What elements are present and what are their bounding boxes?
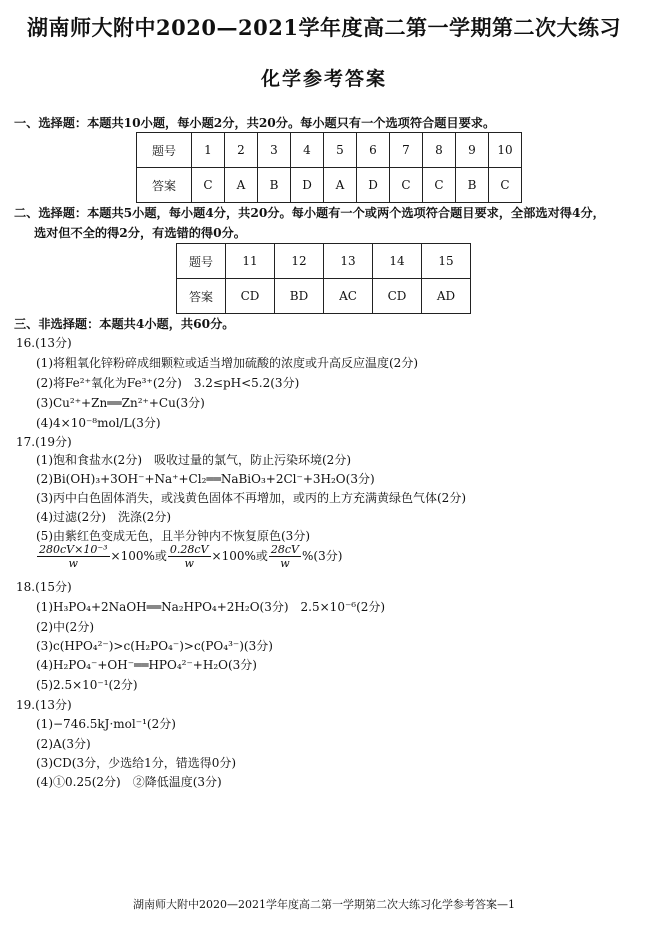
answer-cell: A — [324, 168, 357, 203]
table-row-answers — [137, 168, 522, 203]
answer-cell: D — [291, 168, 324, 203]
q17-formula — [36, 543, 342, 570]
question-number-cell: 11 — [226, 244, 275, 279]
answer-cell: AD — [422, 279, 471, 314]
answer-cell: C — [423, 168, 456, 203]
q17-label: 17.(19分) — [16, 435, 72, 449]
answer-cell: C — [192, 168, 225, 203]
q18-line4: (4)H₂PO₄⁻+OH⁻══HPO₄²⁻+H₂O(3分) — [36, 658, 257, 672]
question-number-cell: 10 — [489, 133, 522, 168]
fraction-2 — [168, 543, 211, 570]
table-row-numbers — [177, 244, 471, 279]
fraction-1-numerator: 280cV×10⁻³ — [39, 543, 108, 556]
question-number-cell: 7 — [390, 133, 423, 168]
fraction-1-denominator: w — [68, 557, 78, 570]
question-number-cell: 2 — [225, 133, 258, 168]
answer-cell: D — [357, 168, 390, 203]
fraction-1 — [37, 543, 110, 570]
q16-label: 16.(13分) — [16, 336, 72, 350]
row-label-answer: 答案 — [177, 279, 226, 314]
q16-line4: (4)4×10⁻⁸mol/L(3分) — [36, 416, 161, 430]
question-number-cell: 13 — [324, 244, 373, 279]
answer-cell: C — [390, 168, 423, 203]
table-row-numbers — [137, 133, 522, 168]
section2-heading-line2: 选对但不全的得2分，有选错的得0分。 — [34, 226, 246, 240]
question-number-cell: 4 — [291, 133, 324, 168]
q18-line3: (3)c(HPO₄²⁻)>c(H₂PO₄⁻)>c(PO₄³⁻)(3分) — [36, 639, 273, 653]
q19-line4: (4)①0.25(2分) ②降低温度(3分) — [36, 775, 222, 789]
fraction-2-numerator: 0.28cV — [169, 543, 209, 556]
answer-cell: A — [225, 168, 258, 203]
q19-line1: (1)−746.5kJ·mol⁻¹(2分) — [36, 717, 176, 731]
q19-line3: (3)CD(3分，少选给1分，错选得0分) — [36, 756, 237, 770]
q17-line5: (5)由紫红色变成无色，且半分钟内不恢复原色(3分) — [36, 529, 310, 543]
fraction-2-denominator: w — [184, 557, 194, 570]
question-number-cell: 15 — [422, 244, 471, 279]
answer-cell: CD — [373, 279, 422, 314]
answer-cell: BD — [275, 279, 324, 314]
q17-line4: (4)过滤(2分) 洗涤(2分) — [36, 510, 171, 524]
document-title: 湖南师大附中2020—2021学年度高二第一学期第二次大练习 — [27, 15, 621, 40]
formula-tail: %(3分) — [302, 549, 343, 563]
answer-table-1 — [136, 132, 522, 203]
q16-line1: (1)将粗氧化锌粉碎成细颗粒或适当增加硫酸的浓度或升高反应温度(2分) — [36, 356, 418, 370]
answer-cell: C — [489, 168, 522, 203]
row-label-answer: 答案 — [137, 168, 192, 203]
question-number-cell: 1 — [192, 133, 225, 168]
row-label-number: 题号 — [177, 244, 226, 279]
question-number-cell: 8 — [423, 133, 456, 168]
page-footer: 湖南师大附中2020—2021学年度高二第一学期第二次大练习化学参考答案—1 — [133, 898, 515, 911]
formula-connector-2: ×100%或 — [211, 549, 268, 563]
answer-cell: B — [456, 168, 489, 203]
q16-line3: (3)Cu²⁺+Zn══Zn²⁺+Cu(3分) — [36, 396, 205, 410]
question-number-cell: 6 — [357, 133, 390, 168]
document-subtitle: 化学参考答案 — [260, 68, 387, 90]
section1-heading: 一、选择题：本题共10小题，每小题2分，共20分。每小题只有一个选项符合题目要求。 — [14, 116, 496, 130]
fraction-3-denominator: w — [280, 557, 290, 570]
answer-cell: CD — [226, 279, 275, 314]
q18-label: 18.(15分) — [16, 580, 72, 594]
fraction-3-numerator: 28cV — [270, 543, 299, 556]
section3-heading: 三、非选择题：本题共4小题，共60分。 — [14, 317, 235, 331]
q17-line1: (1)饱和食盐水(2分) 吸收过量的氯气，防止污染环境(2分) — [36, 453, 351, 467]
question-number-cell: 14 — [373, 244, 422, 279]
formula-connector-1: ×100%或 — [110, 549, 167, 563]
q19-line2: (2)A(3分) — [36, 737, 91, 751]
answer-cell: B — [258, 168, 291, 203]
question-number-cell: 9 — [456, 133, 489, 168]
q16-line2: (2)将Fe²⁺氧化为Fe³⁺(2分) 3.2≤pH<5.2(3分) — [36, 376, 300, 390]
q17-line2: (2)Bi(OH)₃+3OH⁻+Na⁺+Cl₂══NaBiO₃+2Cl⁻+3H₂O(3分) — [36, 472, 375, 486]
q18-line5: (5)2.5×10⁻¹(2分) — [36, 678, 138, 692]
table-row-answers — [177, 279, 471, 314]
row-label-number: 题号 — [137, 133, 192, 168]
question-number-cell: 5 — [324, 133, 357, 168]
section2-heading-line1: 二、选择题：本题共5小题，每小题4分，共20分。每小题有一个或两个选项符合题目要求，全部选对得4分， — [14, 206, 605, 220]
question-number-cell: 12 — [275, 244, 324, 279]
q17-line3: (3)丙中白色固体消失，或浅黄色固体不再增加，或丙的上方充满黄绿色气体(2分) — [36, 491, 466, 505]
question-number-cell: 3 — [258, 133, 291, 168]
fraction-3 — [269, 543, 301, 570]
answer-cell: AC — [324, 279, 373, 314]
q18-line1: (1)H₃PO₄+2NaOH══Na₂HPO₄+2H₂O(3分) 2.5×10⁻⁶(2分) — [36, 600, 386, 614]
q19-label: 19.(13分) — [16, 698, 72, 712]
q18-line2: (2)中(2分) — [36, 620, 94, 634]
answer-table-2 — [176, 243, 471, 314]
